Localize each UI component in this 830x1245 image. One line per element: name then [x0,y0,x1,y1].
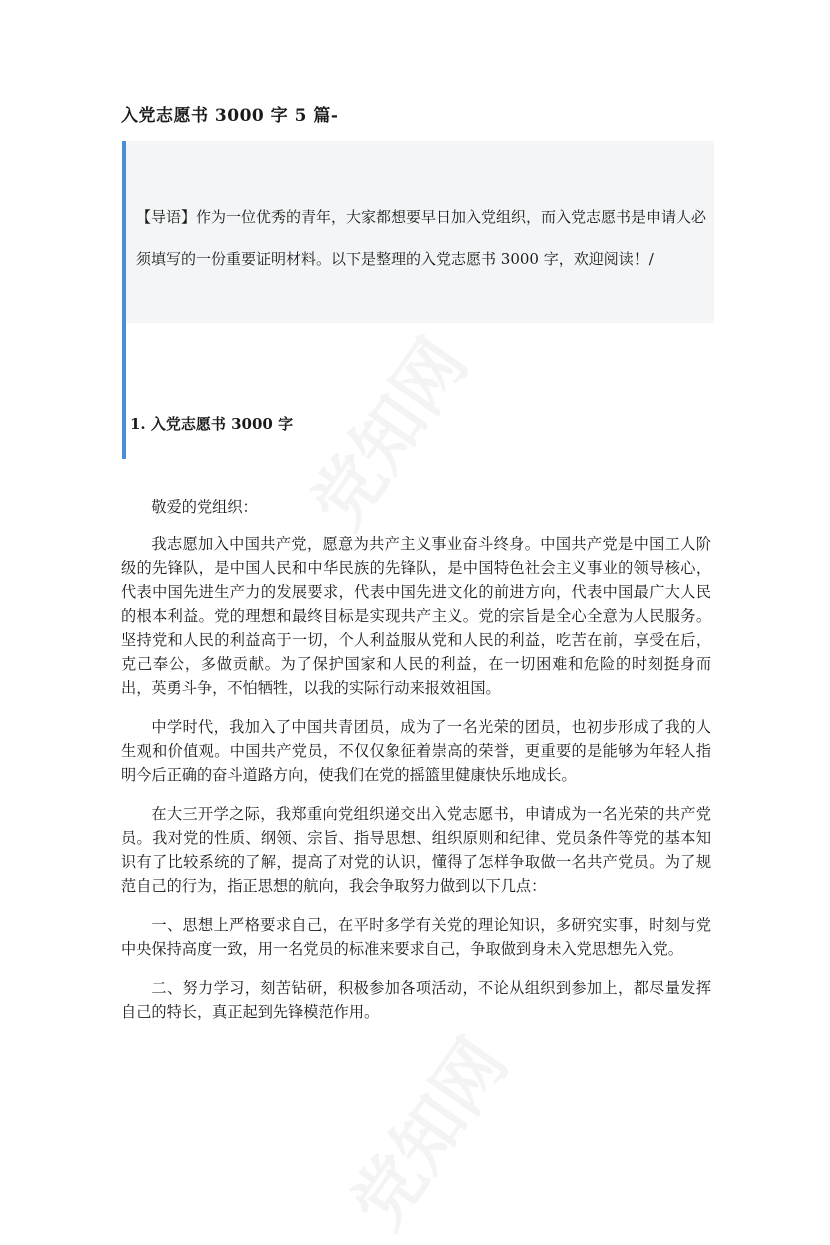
intro-text: 【导语】作为一位优秀的青年，大家都想要早日加入党组织，而入党志愿书是申请人必须填写的一份重要证明材料。以下是整理的入党志愿书 3000 字，欢迎阅读！/ [136,208,707,268]
intro-callout [122,141,714,459]
page-title: 入党志愿书 3000 字 5 篇- [121,106,339,126]
callout-background [126,141,714,323]
watermark: 党知网 [295,324,484,544]
salutation: 敬爱的党组织： [151,498,258,516]
letter-body [121,495,711,1039]
watermark: 党知网 [335,1024,524,1244]
paragraph: 我志愿加入中国共产党，愿意为共产主义事业奋斗终身。中国共产党是中国工人阶级的先锋队，是中国人民和中华民族的先锋队，是中国特色社会主义事业的领导核心，代表中国先进生产力的发展要求，代表中国先进文化的前进方向，代表中国最广大人民的根本利益。党的理想和最终目标是实现共产主义。党的宗旨是全心全意为人民服务。坚持党和人民的利益高于一切，个人利益服从党和人民的利益，吃苦在前，享受在后，克己奉公，多做贡献。为了保护国家和人民的利益，在一切困难和危险的时刻挺身而出，英勇斗争，不怕牺牲，以我的实际行动来报效祖国。 [121,535,711,697]
paragraph: 中学时代，我加入了中国共青团员，成为了一名光荣的团员，也初步形成了我的人生观和价值观。中国共产党员，不仅仅象征着崇高的荣誉，更重要的是能够为年轻人指明今后正确的奋斗道路方向，使我们在党的摇篮里健康快乐地成长。 [121,718,711,784]
paragraph: 一、思想上严格要求自己，在平时多学有关党的理论知识，多研究实事，时刻与党中央保持高度一致，用一名党员的标准来要求自己，争取做到身未入党思想先入党。 [121,916,711,958]
paragraph: 二、努力学习，刻苦钻研，积极参加各项活动，不论从组织到参加上，都尽量发挥自己的特长，真正起到先锋模范作用。 [121,979,711,1021]
paragraph: 在大三开学之际，我郑重向党组织递交出入党志愿书，申请成为一名光荣的共产党员。我对党的性质、纲领、宗旨、指导思想、组织原则和纪律、党员条件等党的基本知识有了比较系统的了解，提高了对党的认识，懂得了怎样争取做一名共产党员。为了规范自己的行为，指正思想的航向，我会争取努力做到以下几点： [121,805,711,895]
section-heading: 1. 入党志愿书 3000 字 [130,415,294,433]
